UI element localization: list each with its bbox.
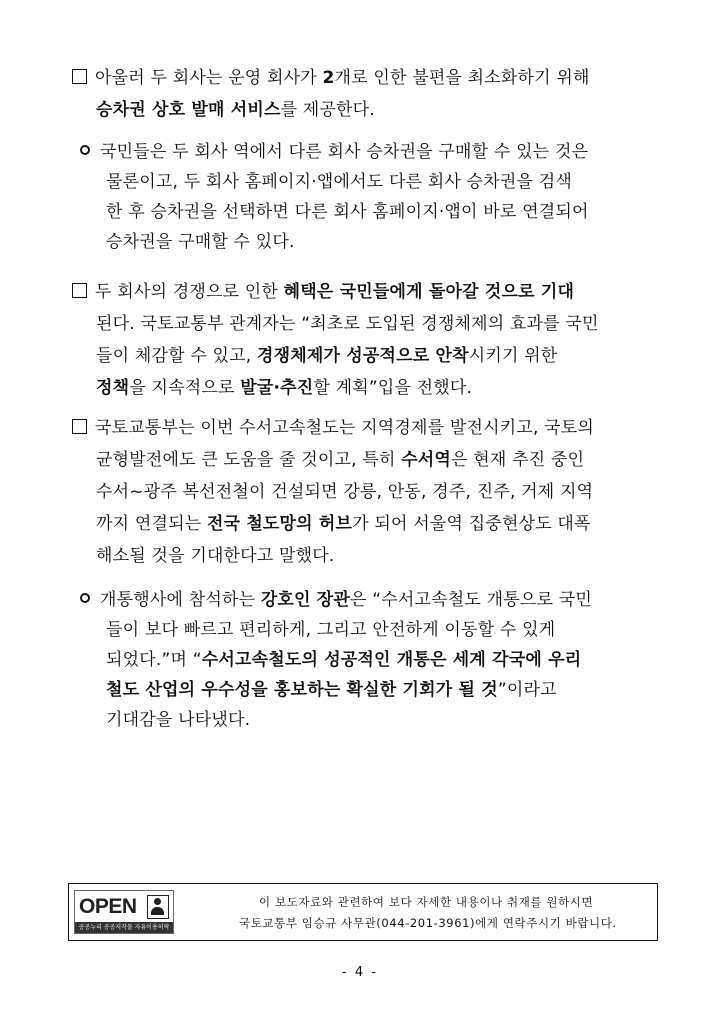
square-bullet-icon <box>72 69 87 84</box>
body-text: 은 현재 추진 중인 <box>451 450 585 470</box>
body-text: 균형발전에도 큰 도움을 줄 것이고, 특히 <box>96 450 402 470</box>
section-1-line-1 <box>72 66 590 90</box>
emphasized-text: 2 <box>322 68 335 88</box>
emphasized-text: 철도 산업의 우수성을 홍보하는 확실한 기회가 될 것 <box>106 680 498 700</box>
body-text: 개로 인한 불편을 최소화하기 위해 <box>334 68 590 88</box>
section-2-line-1 <box>80 140 588 164</box>
circle-bullet-icon <box>80 593 90 603</box>
emphasized-text: 전국 철도망의 허브 <box>206 514 353 534</box>
body-text: 국토교통부는 이번 수서고속철도는 지역경제를 발전시키고, 국토의 <box>95 418 595 438</box>
square-bullet-icon <box>72 419 87 434</box>
body-text: 승차권을 구매할 수 있다. <box>106 232 295 252</box>
body-text: 까지 연결되는 <box>96 514 207 534</box>
section-4-line-2 <box>96 448 584 472</box>
body-text: 은 “수서고속철도 개통으로 국민 <box>350 590 592 610</box>
body-text: 기대감을 나타냈다. <box>106 710 251 730</box>
section-5-line-4 <box>106 678 557 702</box>
body-text: 되었다.”며 “ <box>106 650 202 670</box>
section-4-line-5 <box>96 544 335 568</box>
section-4-line-1 <box>72 416 594 440</box>
body-text: 물론이고, 두 회사 홈페이지·앱에서도 다른 회사 승차권을 검색 <box>106 172 572 192</box>
open-logo-caption: 공공누리 공공저작물 자유이용허락 <box>75 922 173 933</box>
body-text: 할 계획”입을 전했다. <box>313 378 473 398</box>
section-2-line-2 <box>106 170 572 194</box>
attribution-person-icon <box>147 895 169 919</box>
open-license-logo <box>74 890 174 934</box>
square-bullet-icon <box>72 283 87 298</box>
body-text: 를 제공한다. <box>280 100 375 120</box>
body-text: 들이 보다 빠르고 편리하게, 그리고 안전하게 이동할 수 있게 <box>106 620 556 640</box>
section-5-line-2 <box>106 618 555 642</box>
contact-line-1: 이 보도자료와 관련하여 보다 자세한 내용이나 취재를 원하시면 <box>259 895 594 909</box>
section-3-line-4 <box>96 376 472 400</box>
body-text: 국민들은 두 회사 역에서 다른 회사 승차권을 구매할 수 있는 것은 <box>100 142 589 162</box>
contact-info-box <box>68 883 658 941</box>
section-1-line-2 <box>96 98 375 122</box>
emphasized-text: 정책 <box>96 378 130 398</box>
body-text: 된다. 국토교통부 관계자는 “최초로 도입된 경쟁체제의 효과를 국민 <box>96 314 599 334</box>
emphasized-text: 혜택은 국민들에게 돌아갈 것으로 기대 <box>283 282 575 302</box>
emphasized-text: 수서고속철도의 성공적인 개통은 세계 각국에 우리 <box>201 650 582 670</box>
emphasized-text: 경쟁체제가 성공적으로 안착 <box>257 346 469 366</box>
body-text: 아울러 두 회사는 운영 회사가 <box>95 68 323 88</box>
emphasized-text: 강호인 장관 <box>260 590 351 610</box>
body-text: 한 후 승차권을 선택하면 다른 회사 홈페이지·앱이 바로 연결되어 <box>106 202 589 222</box>
section-4-line-4 <box>96 512 591 536</box>
body-text: 해소될 것을 기대한다고 말했다. <box>96 546 335 566</box>
section-2-line-3 <box>106 200 589 224</box>
section-4-line-3 <box>96 480 593 504</box>
body-text: ”이라고 <box>497 680 557 700</box>
emphasized-text: 승차권 상호 발매 서비스 <box>96 100 281 120</box>
body-text: 들이 체감할 수 있고, <box>96 346 257 366</box>
emphasized-text: 발굴·추진 <box>240 378 314 398</box>
open-logo-text: OPEN <box>79 895 137 918</box>
body-text: 개통행사에 참석하는 <box>100 590 261 610</box>
section-5-line-5 <box>106 708 250 732</box>
contact-line-2: 국토교통부 임승규 사무관(044-201-3961)에게 연락주시기 바랍니다. <box>239 916 617 930</box>
body-text: 가 되어 서울역 집중현상도 대폭 <box>352 514 591 534</box>
section-3-line-1 <box>72 280 574 304</box>
section-3-line-3 <box>96 344 557 368</box>
page-number: - 4 - <box>342 965 378 980</box>
body-text: 수서~광주 복선전철이 건설되면 강릉, 안동, 경주, 진주, 거제 지역 <box>96 482 594 502</box>
circle-bullet-icon <box>80 145 90 155</box>
body-text: 두 회사의 경쟁으로 인한 <box>95 282 284 302</box>
section-3-line-2 <box>96 312 599 336</box>
body-text: 시키기 위한 <box>468 346 558 366</box>
section-5-line-1 <box>80 588 592 612</box>
section-5-line-3 <box>106 648 581 672</box>
body-text: 을 지속적으로 <box>129 378 241 398</box>
emphasized-text: 수서역 <box>401 450 452 470</box>
section-2-line-4 <box>106 230 295 254</box>
